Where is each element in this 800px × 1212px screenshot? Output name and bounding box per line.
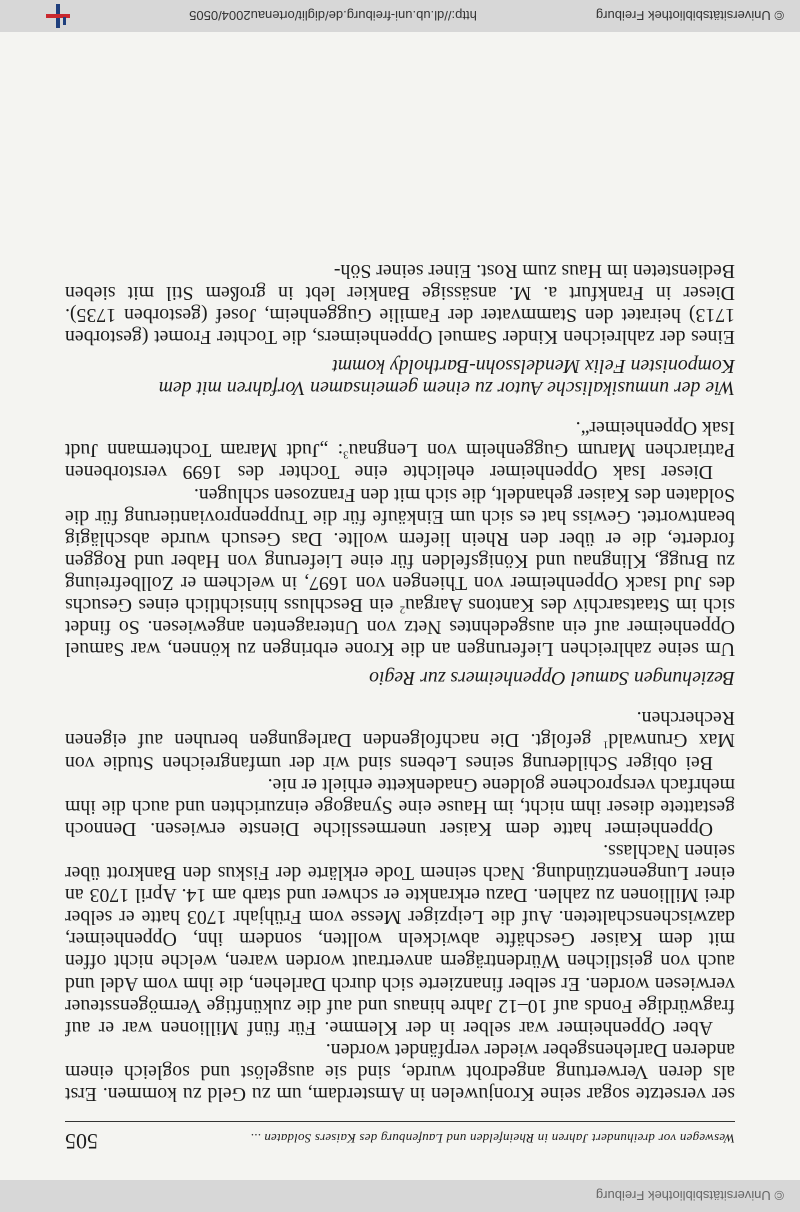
paragraph-2: Aber Oppenheimer war selber in der Klemme. Für fünf Millionen war er auf fragwürdige Fonds auf 10–12 Jahre hinaus und auf die zukünftige Vermögenssteuer verwiesen worden. Er selber finanzierte sich durch Darlehen, die ihm vom Adel und auch von geistlichen Würdenträgern anvertraut worden waren, welche nicht offen mit dem Kaiser Geschäfte abwickeln wollten, sondern ihn, Oppenheimer, dazwischenschalteten. Auf die Leipziger Messe vom Frühjahr 1703 hatte er selber drei Millionen zu zahlen. Dazu erkrankte er schwer und starb am 14. April 1703 an einer Lungenentzündung. Nach seinem Tode erklärte der Fiskus den Bankrott über seinen Nachlass. bbox=[65, 839, 735, 1039]
paragraph-6-text-a: Dieser Isak Oppenheimer ehelichte eine Tochter des 1699 verstorbenen Patriarchen Marum Guggenheim von Lengnau bbox=[65, 439, 735, 484]
paragraph-5 bbox=[65, 483, 735, 660]
viewer-footer-bar bbox=[0, 0, 800, 32]
paragraph-4-text-b: gefolgt. Die nachfolgenden Darlegungen beruhen auf eigenen Recherchen. bbox=[65, 707, 735, 752]
section-heading-regio: Beziehungen Samuel Oppenheimers zur Regio bbox=[369, 667, 735, 690]
footnote-ref-1: 1 bbox=[602, 739, 609, 752]
footnote-ref-2: 2 bbox=[399, 603, 406, 616]
library-logo-icon bbox=[46, 4, 70, 28]
paragraph-5-text-a: Um seine zahlreichen Lieferungen an die Krone erbringen zu können, war Samuel Oppenheimer auf ein ausgedehntes Netz von Unteragenten angewiesen. So findet sich im Staatsarchiv des Kantons Aargau bbox=[65, 594, 735, 661]
running-title: Weswegen vor dreihundert Jahren in Rheinfelden und Laufenburg des Kaisers Soldaten ... bbox=[250, 1131, 735, 1146]
paragraph-3: Oppenheimer hatte dem Kaiser unermessliche Dienste erwiesen. Dennoch gestattete dieser ihm nicht, im Hause eine Synagoge einzurichten und auch die ihm mehrfach versprochene goldene Gnadenkette erhielt er nie. bbox=[65, 773, 735, 840]
section-heading-mendelssohn: Wie der unmusikalische Autor zu einem gemeinsamen Vorfahren mit dem Komponisten Felix Mendelssohn-Bartholdy kommt bbox=[158, 355, 735, 400]
page-number: 505 bbox=[65, 1129, 98, 1154]
footnote-ref-3: 3 bbox=[343, 448, 349, 461]
running-head bbox=[65, 1121, 735, 1152]
paragraph-4 bbox=[65, 707, 735, 773]
page-url[interactable]: http://dl.ub.uni-freiburg.de/diglit/ortenau2004/0505 bbox=[189, 8, 477, 24]
paragraph-1: ser versetzte sogar seine Kronjuwelen in Amsterdam, um zu Geld zu kommen. Erst als deren Verwertung angedroht wurde, sind sie ausgelöst und sogleich einem anderen Darlehensgeber wieder verpfändet worden. bbox=[65, 1038, 735, 1105]
copyright-text: © Universitätsbibliothek Freiburg bbox=[595, 8, 784, 24]
paragraph-7: Eines der zahlreichen Kinder Samuel Oppenheimers, die Tochter Fromet (gestorben 1713) heiratet den Stammvater der Familie Guggenheim, Josef (gestorben 1735). Dieser in Frankfurt a. M. ansässige Bankier lebt in großem Stil mit sieben Bediensteten im Haus zum Rost. Einer seiner Söh- bbox=[65, 259, 735, 348]
paragraph-6-text-b: : „Judt Maram Tochtermann Judt Isak Oppenheimer“. bbox=[65, 417, 735, 462]
paragraph-4-text-a: Bei obiger Schilderung seines Lebens sind wir der umfangreichen Studie von Max Grunwald bbox=[65, 729, 735, 774]
paragraph-5-text-b: ein Beschluss hinsichtlich eines Gesuchs des Jud Isack Oppenheimer von Thiengen von 1697, in welchem er Zollbefreiung zu Brugg, Klingnau und Königsfelden für eine Lieferung von Haber und Roggen forderte, die er über den Rhein liefern wollte. Das Gesuch wurde abschlägig beantwortet. Gewiss hat es sich um Einkäufe für die Truppenproviantierung für die Soldaten des Kaiser gehandelt, die sich mit den Franzosen schlugen. bbox=[64, 483, 735, 617]
faded-copyright-text: © Universitätsbibliothek Freiburg bbox=[595, 1188, 784, 1204]
faded-top-bar bbox=[0, 1180, 800, 1212]
paragraph-6 bbox=[65, 417, 735, 483]
page-content bbox=[65, 260, 735, 1152]
